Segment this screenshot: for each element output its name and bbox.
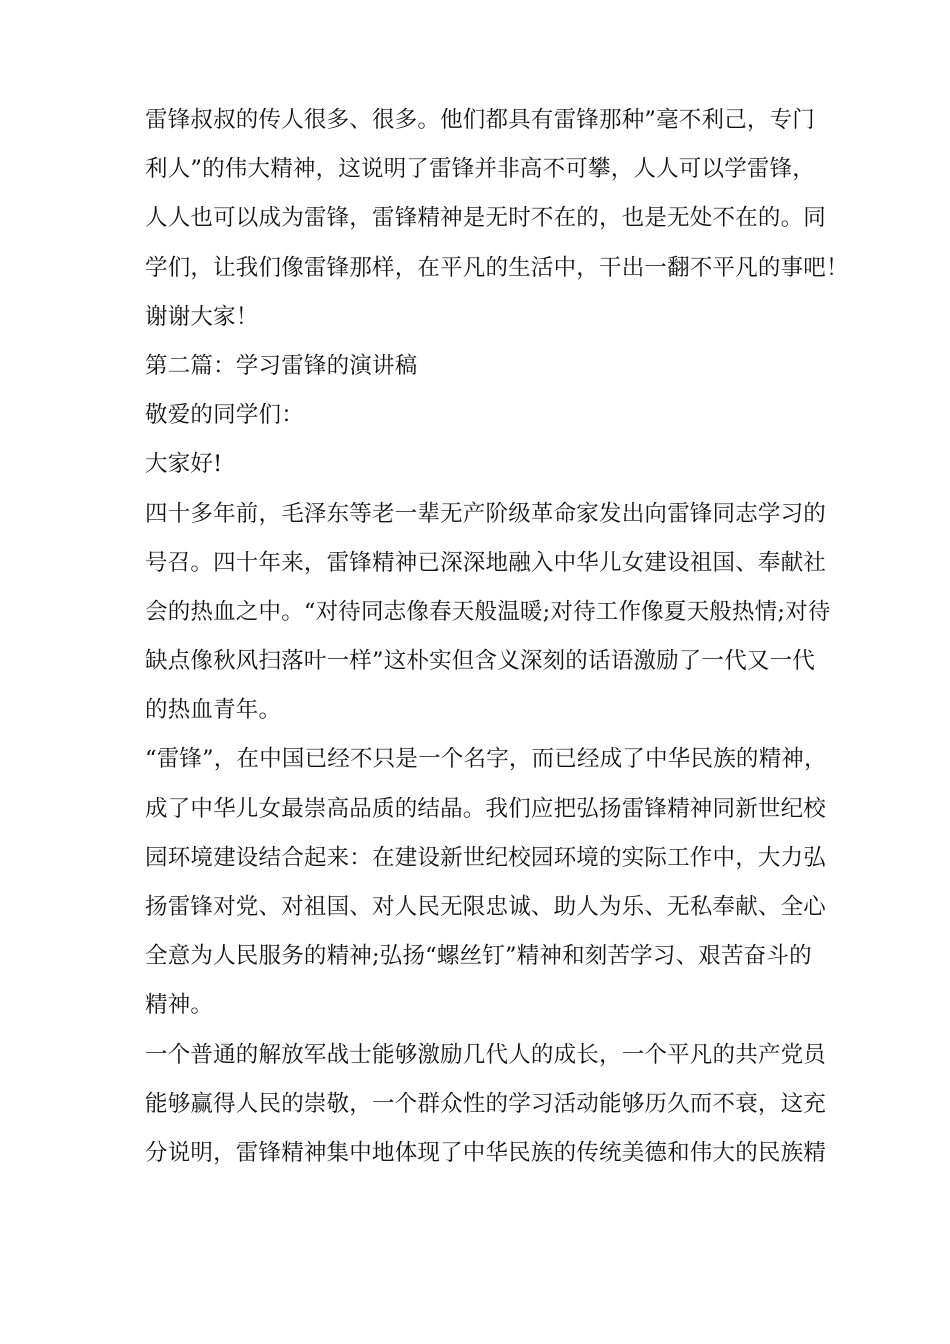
text-line: 利人”的伟大精神，这说明了雷锋并非高不可攀，人人可以学雷锋， [145,156,816,183]
text-line: 成了中华儿女最崇高品质的结晶。我们应把弘扬雷锋精神同新世纪校 [145,795,827,822]
document-body [145,96,849,1178]
text-line: 会的热血之中。“对待同志像春天般温暖;对待工作像夏天般热情;对待 [145,598,831,625]
text-line: 缺点像秋风扫落叶一样”这朴实但含义深刻的话语激励了一代又一代 [145,648,816,675]
text-line: 能够赢得人民的崇敬，一个群众性的学习活动能够历久而不衰，这充 [145,1090,827,1117]
closing-line: 谢谢大家！ [145,303,259,330]
text-line: 四十多年前，毛泽东等老一辈无产阶级革命家发出向雷锋同志学习的 [145,500,827,527]
text-line: 园环境建设结合起来：在建设新世纪校园环境的实际工作中，大力弘 [145,844,827,871]
salutation: 敬爱的同学们： [145,402,304,429]
section-heading: 第二篇：学习雷锋的演讲稿 [145,352,418,379]
text-line: 扬雷锋对党、对祖国、对人民无限忠诚、助人为乐、无私奉献、全心 [145,894,827,920]
text-line: 人人也可以成为雷锋，雷锋精神是无时不在的，也是无处不在的。同 [145,205,827,232]
text-line: 精神。 [145,992,214,1019]
text-line: “雷锋”，在中国已经不只是一个名字，而已经成了中华民族的精神， [145,746,827,773]
text-line: 雷锋叔叔的传人很多、很多。他们都具有雷锋那种”毫不利己，专门 [145,107,816,133]
text-line: 一个普通的解放军战士能够激励几代人的成长，一个平凡的共产党员 [145,1041,827,1068]
text-line: 的热血青年。 [145,697,282,724]
text-line: 分说明，雷锋精神集中地体现了中华民族的传统美德和伟大的民族精 [145,1139,827,1166]
text-line: 学们，让我们像雷锋那样，在平凡的生活中，干出一翻不平凡的事吧！ [145,254,849,281]
text-line: 全意为人民服务的精神;弘扬“螺丝钉”精神和刻苦学习、艰苦奋斗的 [145,943,812,970]
text-line: 号召。四十年来，雷锋精神已深深地融入中华儿女建设祖国、奉献社 [145,549,827,576]
greeting: 大家好! [145,451,223,478]
